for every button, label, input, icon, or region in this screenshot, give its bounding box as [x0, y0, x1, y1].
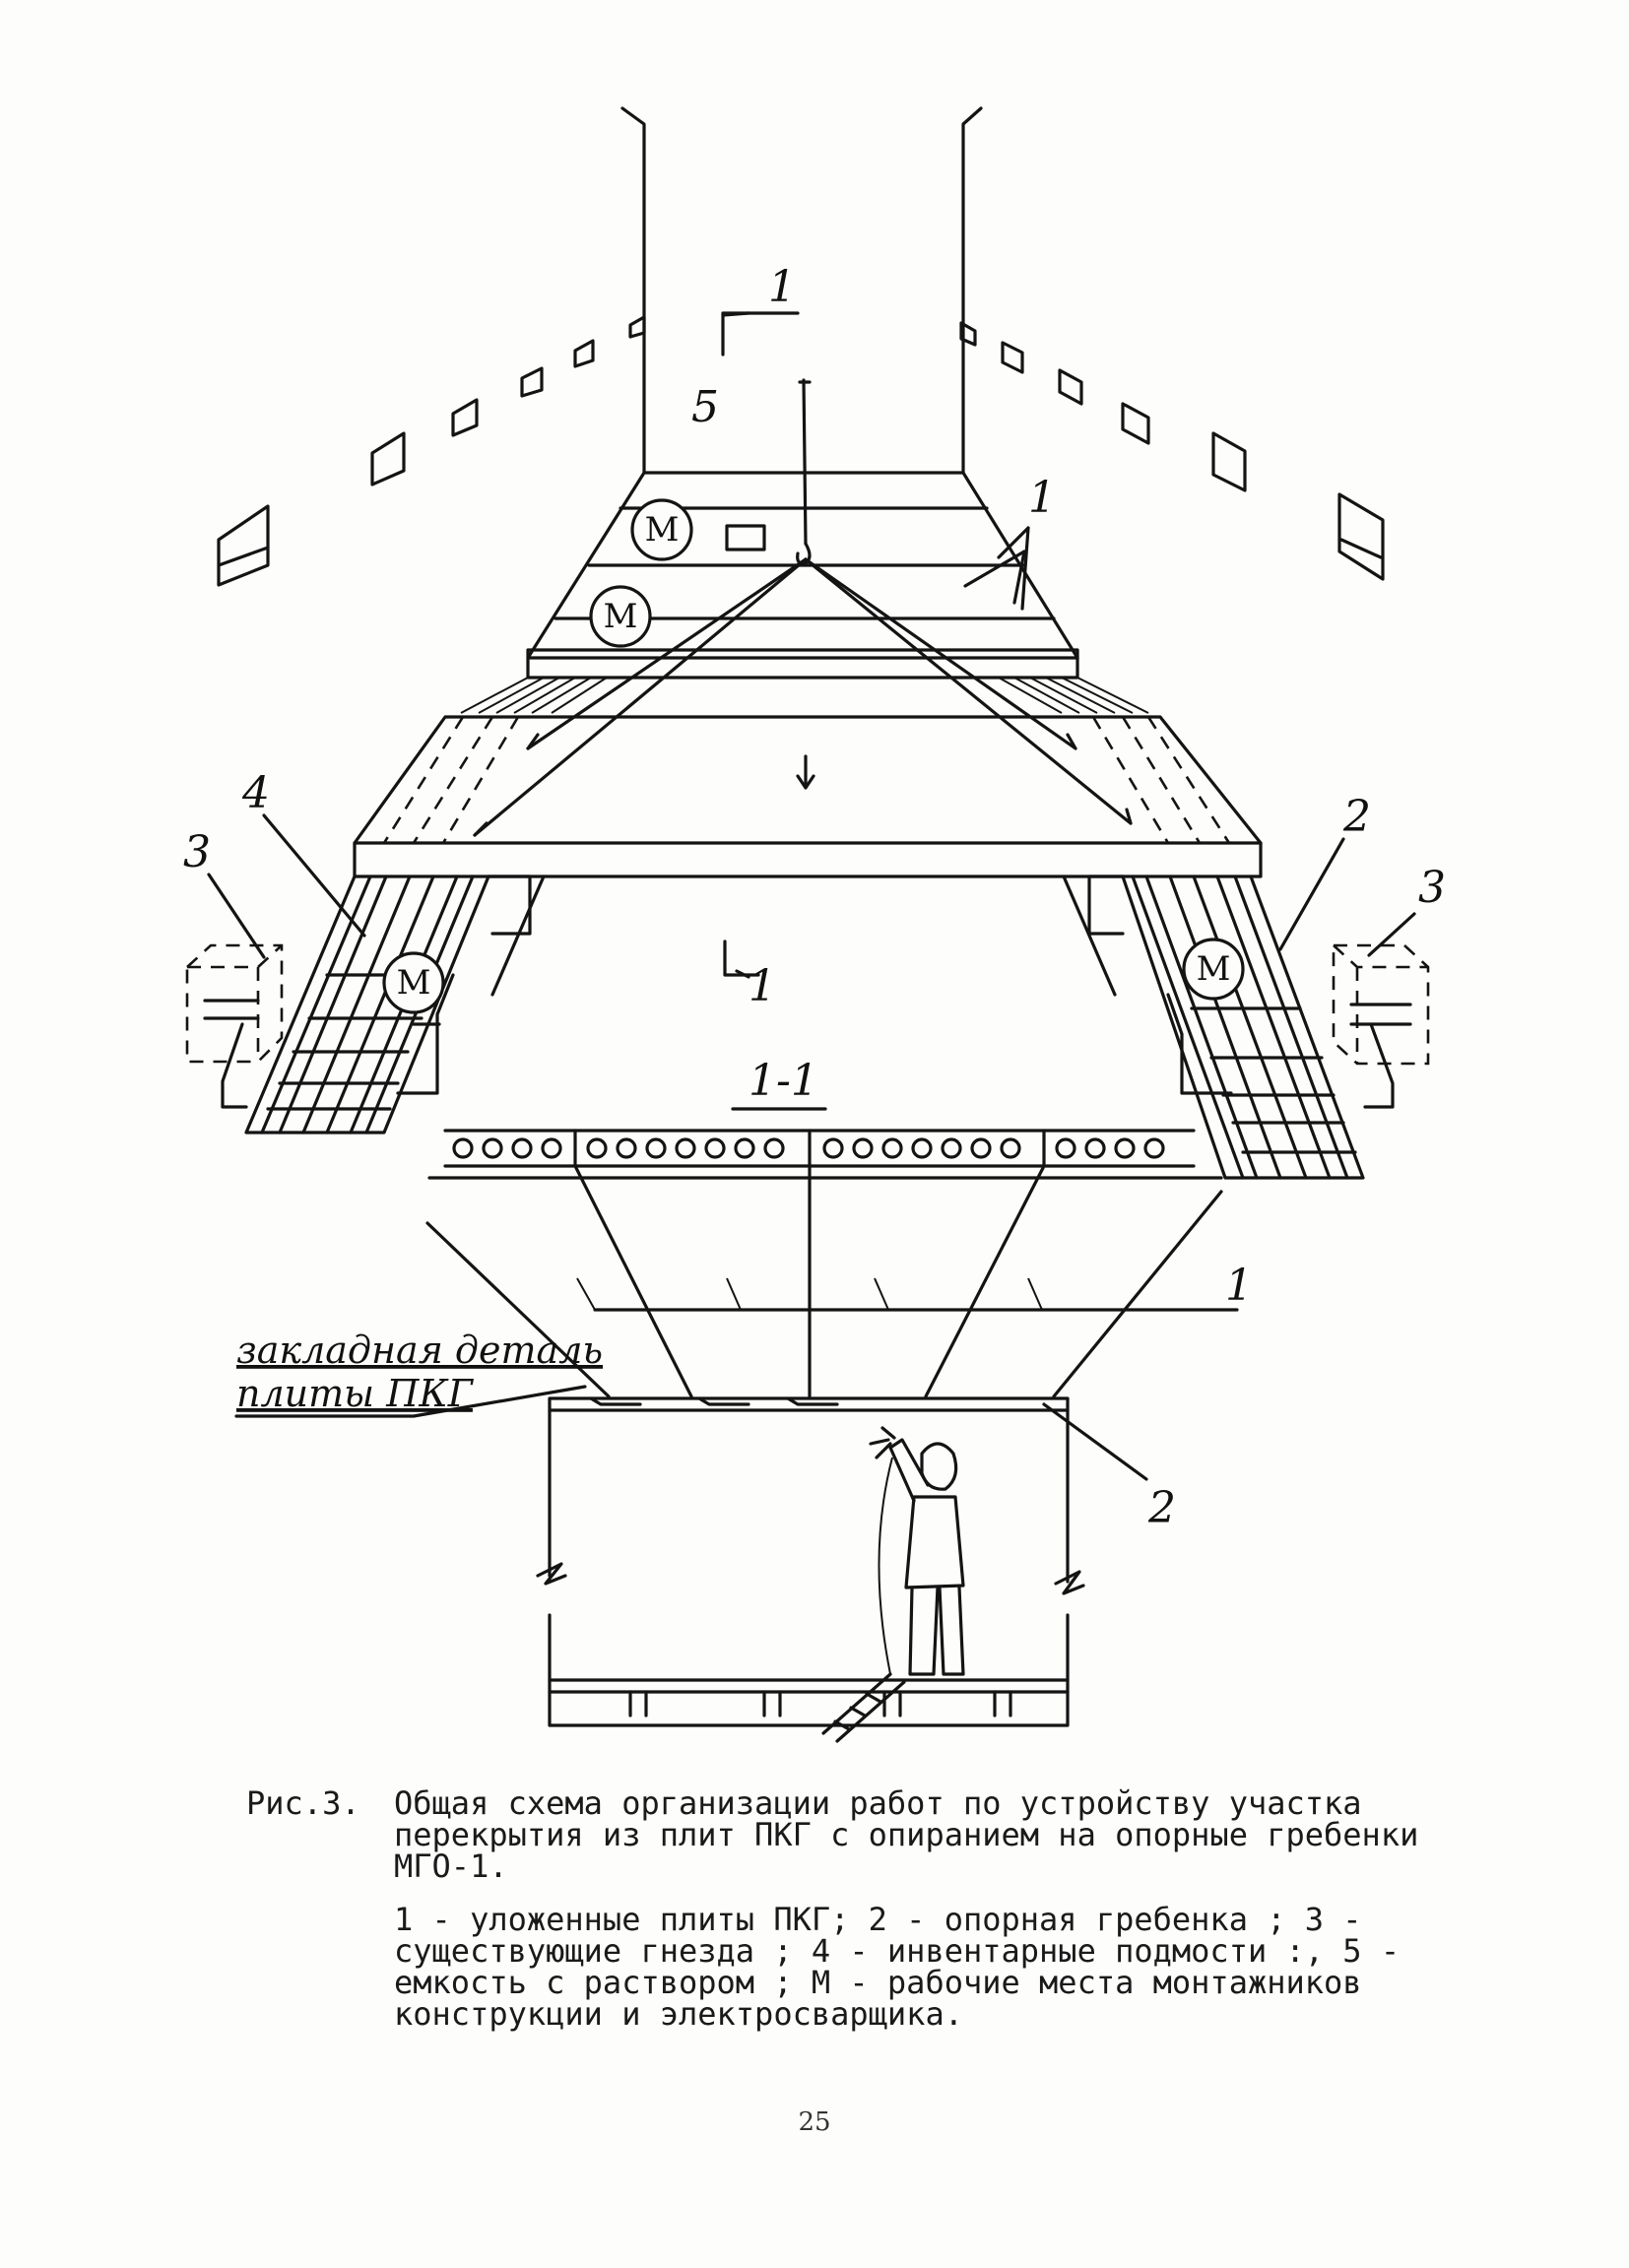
caption-label: Рис.3. [246, 1784, 360, 1822]
page-number: 25 [798, 2107, 831, 2137]
plates-callout [999, 473, 1056, 609]
comb-callout-label: 2 [1343, 792, 1371, 842]
scaffolding-callout [241, 768, 364, 936]
section-mark-top [723, 262, 798, 355]
embedded-part-line1: закладная деталь [236, 1328, 604, 1372]
section-mark-bottom-label: 1 [749, 961, 776, 1011]
mortar-container-label: 5 [691, 382, 719, 432]
svg-text:М: М [396, 963, 431, 1003]
sockets-left-label: 3 [183, 827, 211, 877]
comb-detail-label: 2 [1148, 1483, 1176, 1533]
caption-title: Общая схема организации работ по устройству участка перекрытия из плит ПКГ с опиранием на опорные гребенки МГО-1. [394, 1784, 1419, 1885]
section-title: 1-1 [749, 1056, 818, 1106]
section-mark-top-label: 1 [768, 262, 796, 312]
comb-callout [1280, 792, 1371, 949]
section-plate-label: 1 [1225, 1261, 1253, 1311]
section-mark-bottom [725, 941, 776, 1011]
embedded-part-note [236, 1328, 603, 1416]
svg-text:М: М [1196, 949, 1231, 989]
scaffolding-right [1064, 876, 1363, 1178]
plates-callout-label: 1 [1028, 473, 1056, 523]
slab-being-lowered [355, 717, 1261, 876]
sockets-right-label: 3 [1418, 863, 1446, 913]
workplace-marker-1 [632, 500, 691, 559]
welder-figure [871, 1428, 963, 1674]
caption-title-row [246, 1784, 1517, 1885]
crane-slings [475, 380, 1131, 835]
socket-box-right [1334, 863, 1446, 1107]
svg-text:М: М [603, 597, 638, 636]
embedded-part-line2: плиты ПКГ [236, 1372, 473, 1415]
figure-caption [246, 1784, 1517, 2033]
socket-box-left [183, 827, 282, 1107]
wall-sockets-right [961, 323, 1383, 579]
wall-sockets-left [219, 317, 644, 585]
mortar-container [691, 382, 764, 550]
caption-legend: 1 - уложенные плиты ПКГ; 2 - опорная гребенка ; 3 - существующие гнезда ; 4 - инвентарные подмости :, 5 - емкость с раствором ; М - рабочие места монтажников конструкции и электросварщика. [394, 1901, 1401, 2033]
corridor-walls [622, 108, 981, 473]
room-section [538, 1398, 1176, 1741]
scaffolding-callout-label: 4 [242, 768, 270, 818]
svg-text:М: М [644, 510, 680, 550]
workplace-marker-3 [384, 953, 443, 1012]
workplace-marker-4 [1184, 940, 1243, 999]
workplace-marker-2 [591, 587, 650, 646]
